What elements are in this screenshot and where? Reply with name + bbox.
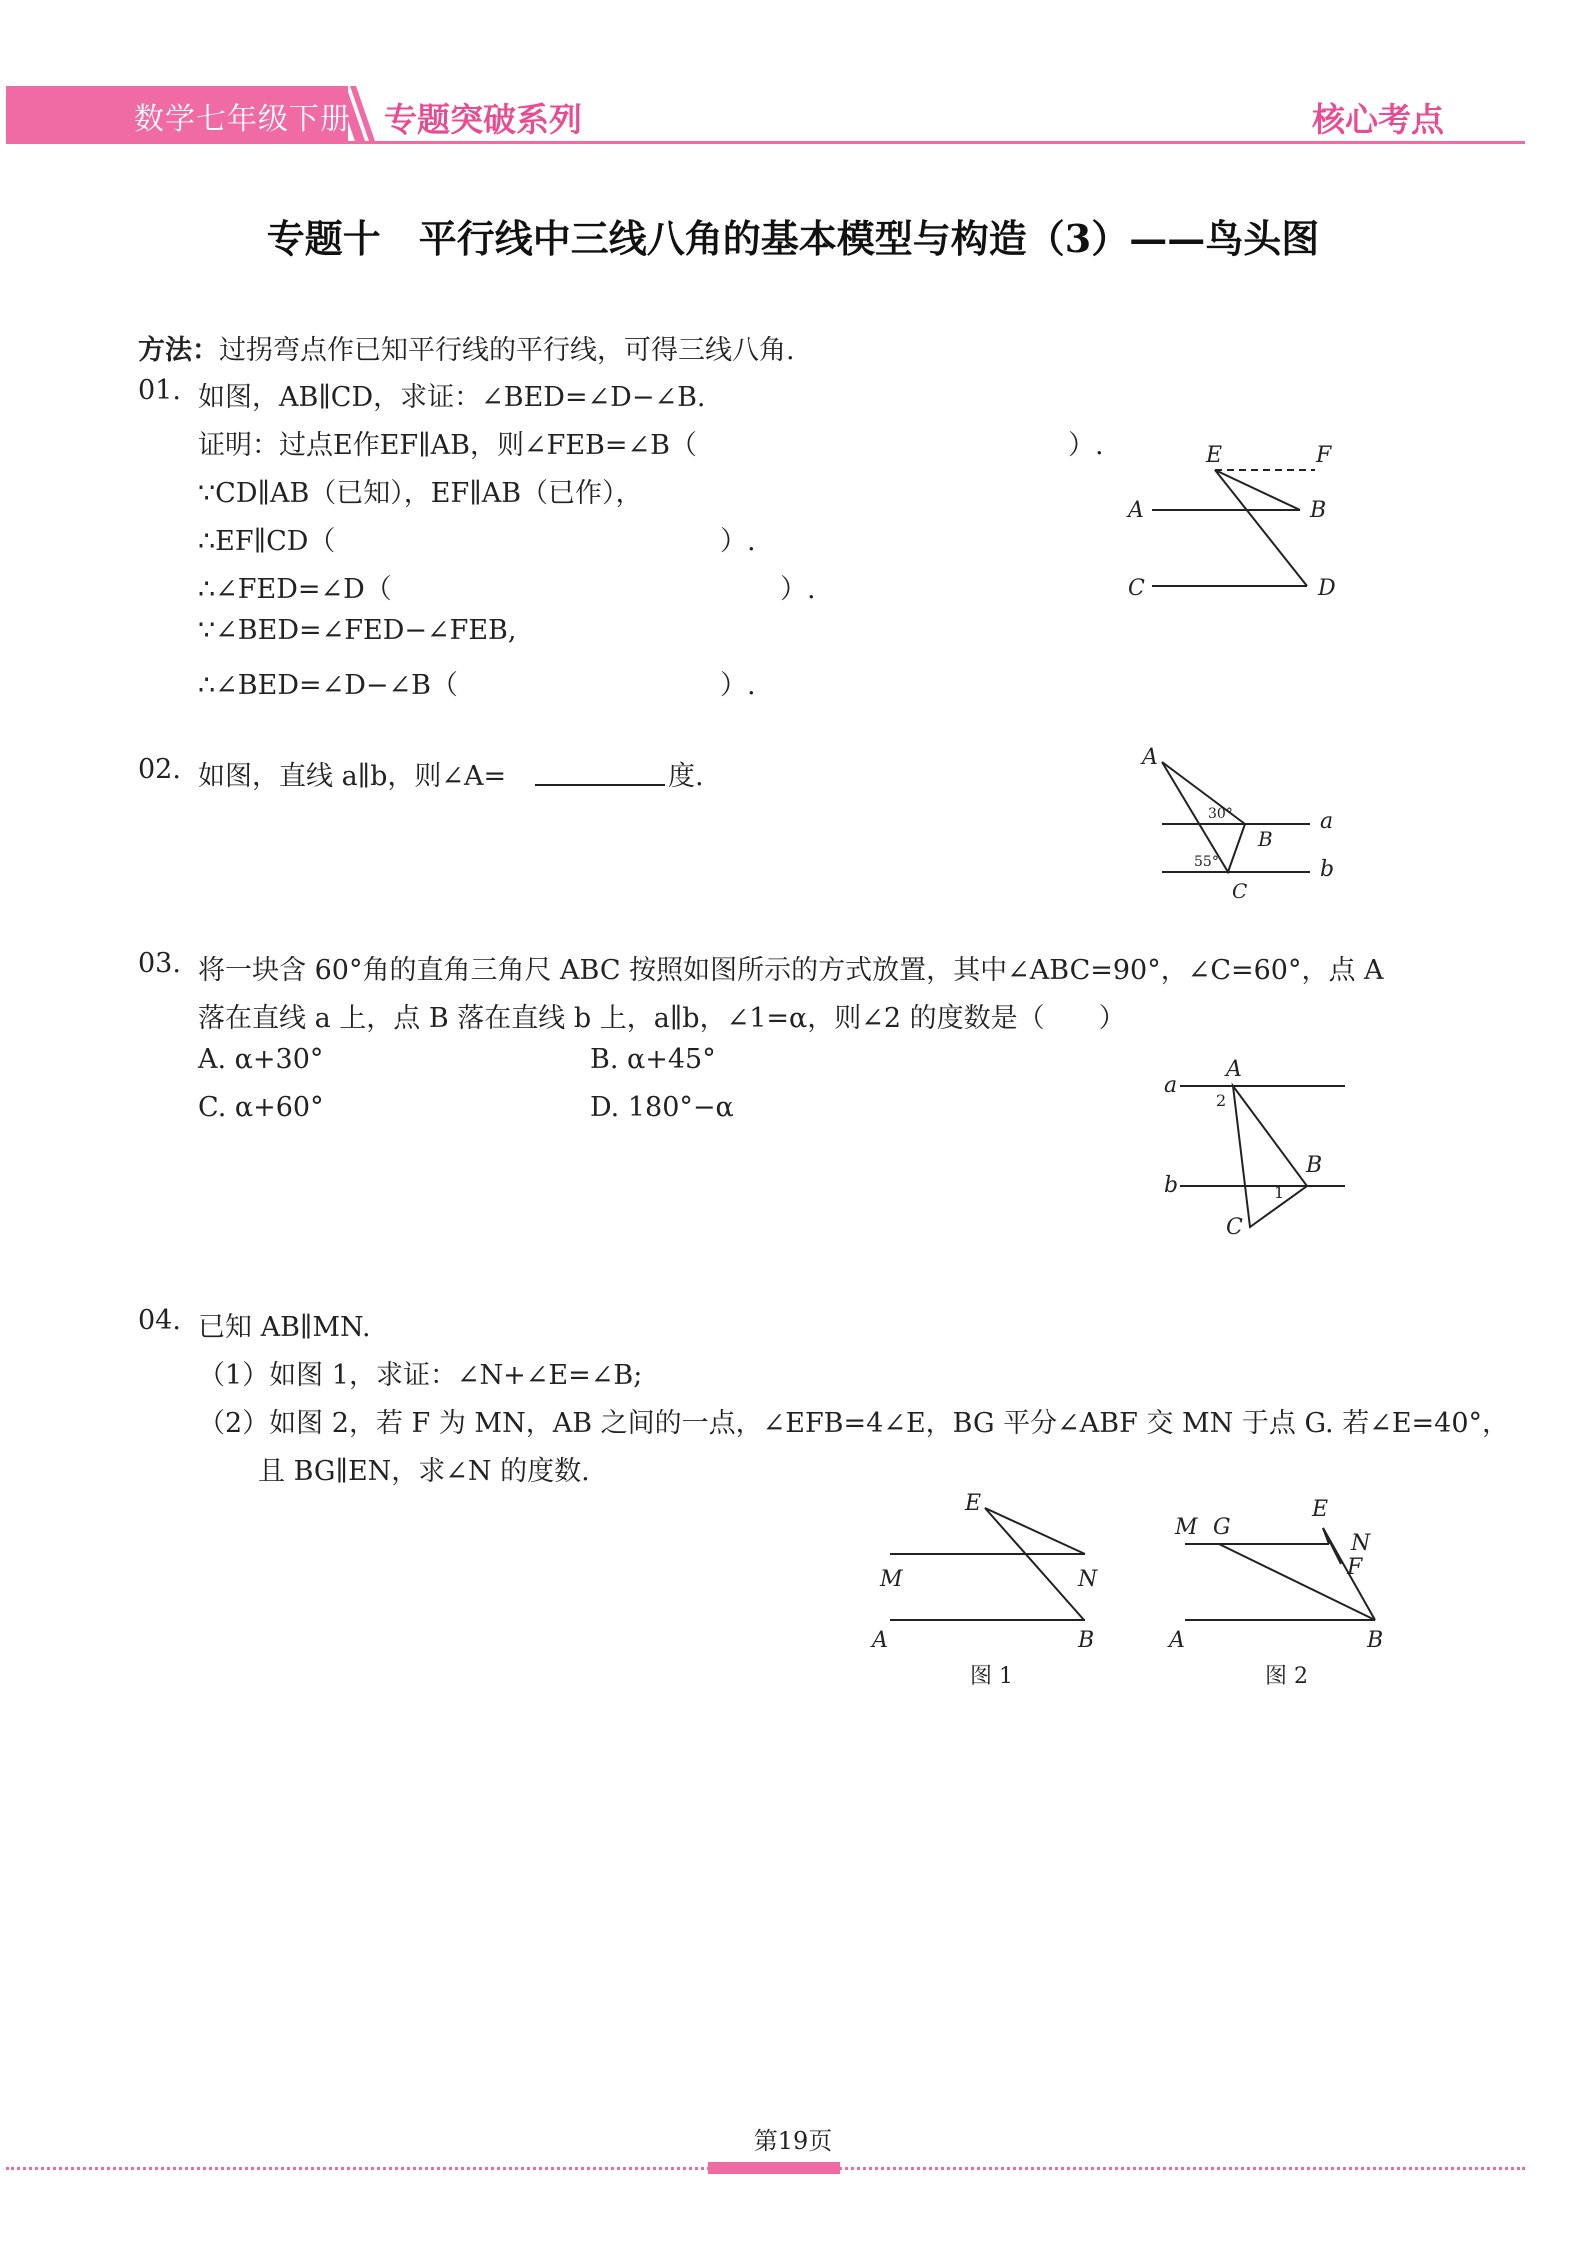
q4-fig1-label-b: B (1078, 1628, 1095, 1653)
q3-label-b-point: B (1306, 1153, 1323, 1178)
q1-step-3-close: ）. (720, 526, 756, 557)
footer-accent-bar (708, 2162, 840, 2174)
q4-number: 04. (138, 1305, 181, 1336)
q1-step-4: ∴∠FED=∠D（ (198, 574, 392, 605)
q4-figure-1 (860, 1490, 1120, 1700)
q4-fig2-label-f: F (1347, 1555, 1363, 1580)
q2-label-a-point: A (1142, 745, 1158, 770)
q4-fig2-label-e: E (1312, 1497, 1329, 1522)
page-number: 第19页 (753, 2127, 833, 2155)
q4-part-2-line-1: （2）如图 2，若 F 为 MN，AB 之间的一点，∠EFB=4∠E，BG 平分∠ABF 交 MN 于点 G. 若∠E=40°， (198, 1408, 1510, 1439)
q4-fig2-caption: 图 2 (1265, 1664, 1308, 1689)
q4-fig1-label-e: E (965, 1491, 982, 1516)
q3-label-angle-1: 1 (1274, 1183, 1285, 1202)
q4-fig2-label-b: B (1367, 1628, 1384, 1653)
q3-option-d[interactable]: D. 180°−α (590, 1092, 734, 1123)
page-title: 专题十 平行线中三线八角的基本模型与构造（3）——鸟头图 (266, 216, 1320, 261)
q4-fig1-label-m: M (880, 1567, 903, 1592)
q2-stem: 如图，直线 a∥b，则∠A= (198, 761, 507, 792)
q4-fig2-label-n: N (1351, 1531, 1371, 1556)
q1-label-d: D (1318, 576, 1336, 601)
q4-figure-2 (1155, 1490, 1395, 1700)
method-text: 过拐弯点作已知平行线的平行线，可得三线八角. (219, 335, 795, 366)
q1-label-c: C (1128, 576, 1145, 601)
q2-label-line-b: b (1320, 857, 1335, 882)
q1-step-5: ∵∠BED=∠FED−∠FEB, (198, 615, 517, 646)
q3-option-b[interactable]: B. α+45° (590, 1044, 716, 1075)
q3-figure (1150, 1050, 1370, 1250)
q2-number: 02. (138, 754, 181, 785)
series-label: 专题突破系列 (384, 100, 582, 139)
q1-step-4-close: ）. (780, 574, 816, 605)
q3-line-2: 落在直线 a 上，点 B 落在直线 b 上，a∥b，∠1=α，则∠2 的度数是（ ） (198, 1003, 1126, 1034)
q1-step-2: ∵CD∥AB（已知），EF∥AB（已作）， (198, 478, 643, 509)
q4-fig1-label-a: A (872, 1628, 888, 1653)
q4-fig1-caption: 图 1 (970, 1664, 1013, 1689)
q1-label-f: F (1316, 443, 1332, 468)
q4-fig1-label-n: N (1078, 1567, 1098, 1592)
q1-number: 01. (138, 375, 181, 406)
q1-label-e: E (1206, 443, 1223, 468)
q2-label-b-point: B (1258, 827, 1273, 851)
method-label: 方法： (138, 335, 219, 366)
q2-answer-blank[interactable] (535, 784, 665, 786)
q1-step-3: ∴EF∥CD（ (198, 526, 336, 557)
q3-line-1: 将一块含 60°角的直角三角尺 ABC 按照如图所示的方式放置，其中∠ABC=90°，∠C=60°，点 A (198, 955, 1384, 986)
q1-figure (1110, 440, 1350, 610)
q3-label-line-b: b (1164, 1173, 1179, 1198)
q3-number: 03. (138, 948, 181, 979)
q3-label-a-point: A (1226, 1057, 1242, 1082)
q2-unit: 度. (668, 761, 704, 792)
q2-label-c-point: C (1232, 879, 1248, 903)
q4-part-2-line-2: 且 BG∥EN，求∠N 的度数. (258, 1456, 590, 1487)
q3-label-line-a: a (1164, 1073, 1178, 1098)
q4-fig2-label-a: A (1169, 1628, 1185, 1653)
q2-label-line-a: a (1320, 809, 1334, 834)
q4-part-1: （1）如图 1，求证：∠N+∠E=∠B; (198, 1360, 643, 1391)
q1-step-6-close: ）. (720, 670, 756, 701)
header-band (6, 86, 1525, 144)
q1-stem: 如图，AB∥CD，求证：∠BED=∠D−∠B. (198, 382, 706, 413)
q2-figure (1120, 740, 1360, 910)
book-label: 数学七年级下册 (134, 102, 351, 137)
q4-fig2-label-m: M (1175, 1515, 1198, 1540)
q1-step-6: ∴∠BED=∠D−∠B（ (198, 670, 458, 701)
q4-fig2-label-g: G (1213, 1515, 1231, 1540)
q3-label-c-point: C (1226, 1215, 1243, 1240)
q2-label-55: 55° (1194, 854, 1219, 870)
q1-label-b: B (1310, 498, 1327, 523)
header-line (6, 141, 1525, 144)
q3-option-c[interactable]: C. α+60° (198, 1092, 324, 1123)
q1-step-1-close: ）. (1068, 430, 1104, 461)
q4-stem: 已知 AB∥MN. (198, 1312, 371, 1343)
q2-label-30: 30° (1208, 806, 1233, 822)
section-label: 核心考点 (1312, 100, 1444, 139)
q1-step-1: 证明：过点E作EF∥AB，则∠FEB=∠B（ (198, 430, 697, 461)
q3-label-angle-2: 2 (1216, 1091, 1227, 1110)
q1-label-a: A (1128, 498, 1144, 523)
q3-option-a[interactable]: A. α+30° (198, 1044, 324, 1075)
method-line (138, 328, 795, 367)
